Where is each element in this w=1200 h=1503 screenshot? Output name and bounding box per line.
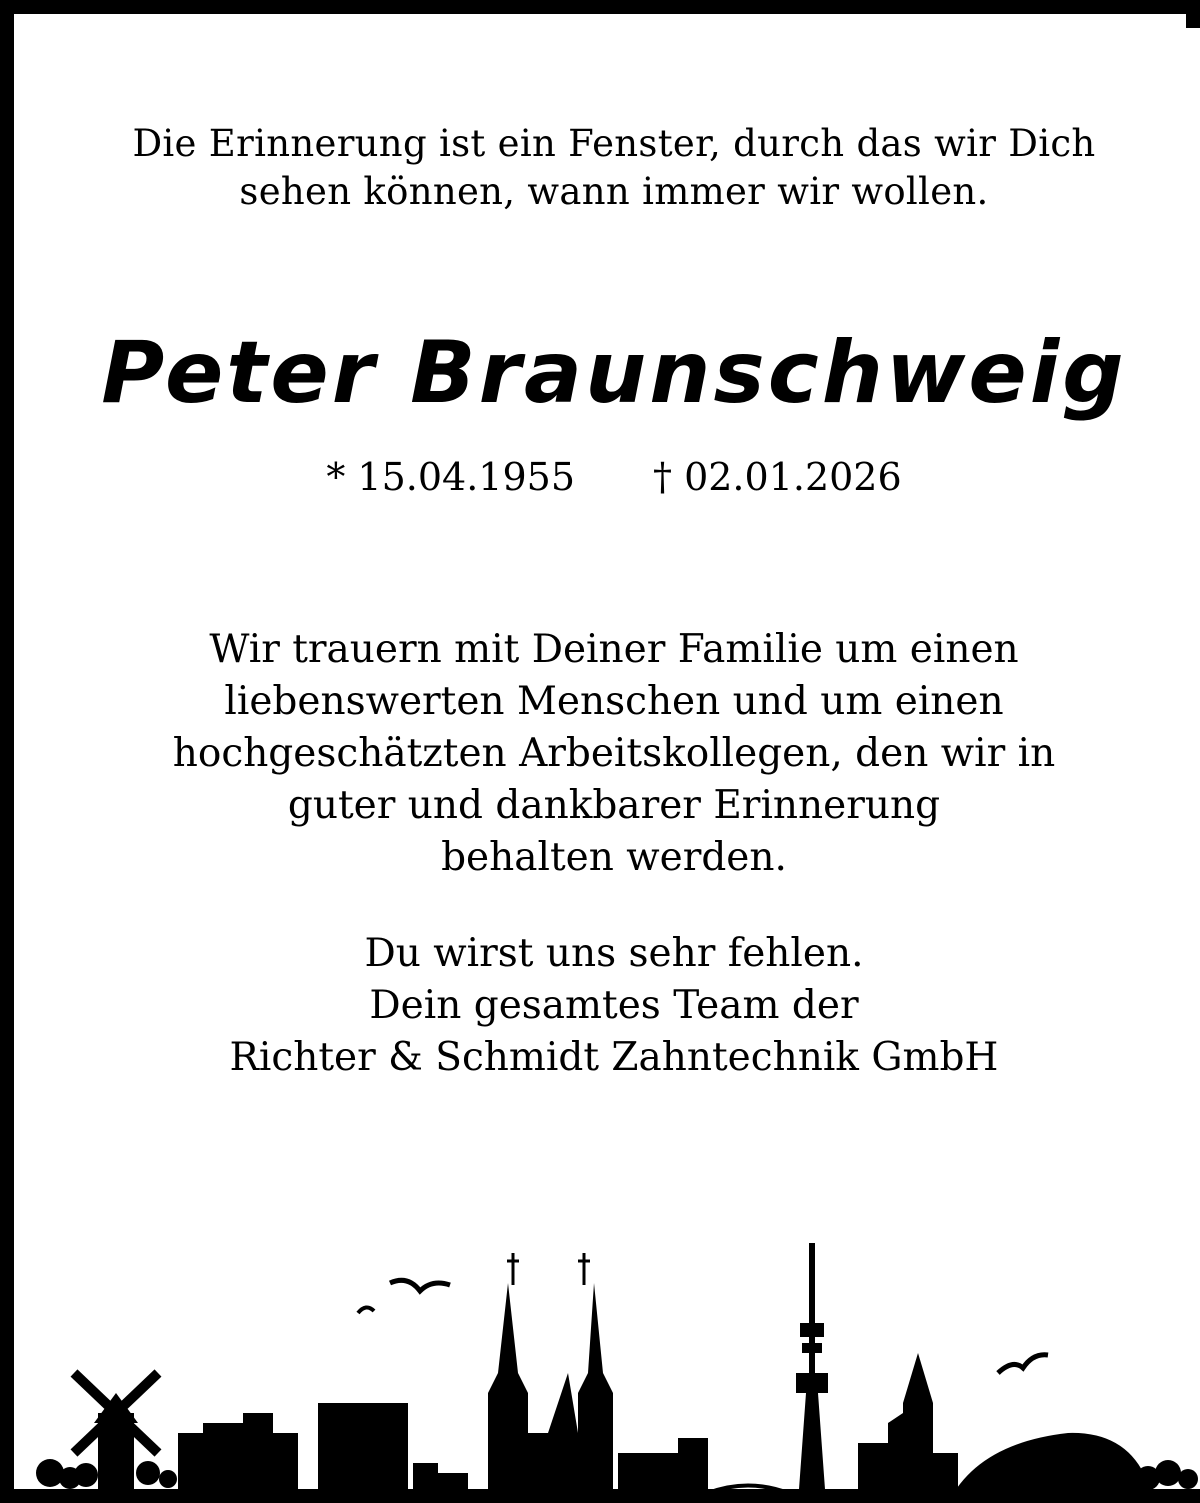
memorial-quote [28,120,1200,216]
message-line: liebenswerten Menschen und um einen [224,679,1004,724]
city-skyline-silhouette-icon [28,1223,1200,1503]
deceased-name: Peter Braunschweig [101,323,1127,423]
life-dates [28,452,1200,502]
closing-signature [28,928,1200,1084]
obituary-card [28,28,1200,1503]
closing-line: Du wirst uns sehr fehlen. [364,931,864,976]
death-date: † 02.01.2026 [653,455,902,499]
birth-date: * 15.04.1955 [326,455,575,499]
condolence-message [28,624,1200,884]
closing-line: Dein gesamtes Team der [369,983,859,1028]
quote-line-1: Die Erinnerung ist ein Fenster, durch das wir Dich [132,122,1096,165]
message-line: behalten werden. [441,835,787,880]
quote-line-2: sehen können, wann immer wir wollen. [239,170,989,213]
message-line: guter und dankbarer Erinnerung [287,783,941,828]
company-name: Richter & Schmidt Zahntechnik GmbH [229,1035,999,1080]
message-line: Wir trauern mit Deiner Familie um einen [209,627,1019,672]
message-line: hochgeschätzten Arbeitskollegen, den wir in [172,731,1056,776]
